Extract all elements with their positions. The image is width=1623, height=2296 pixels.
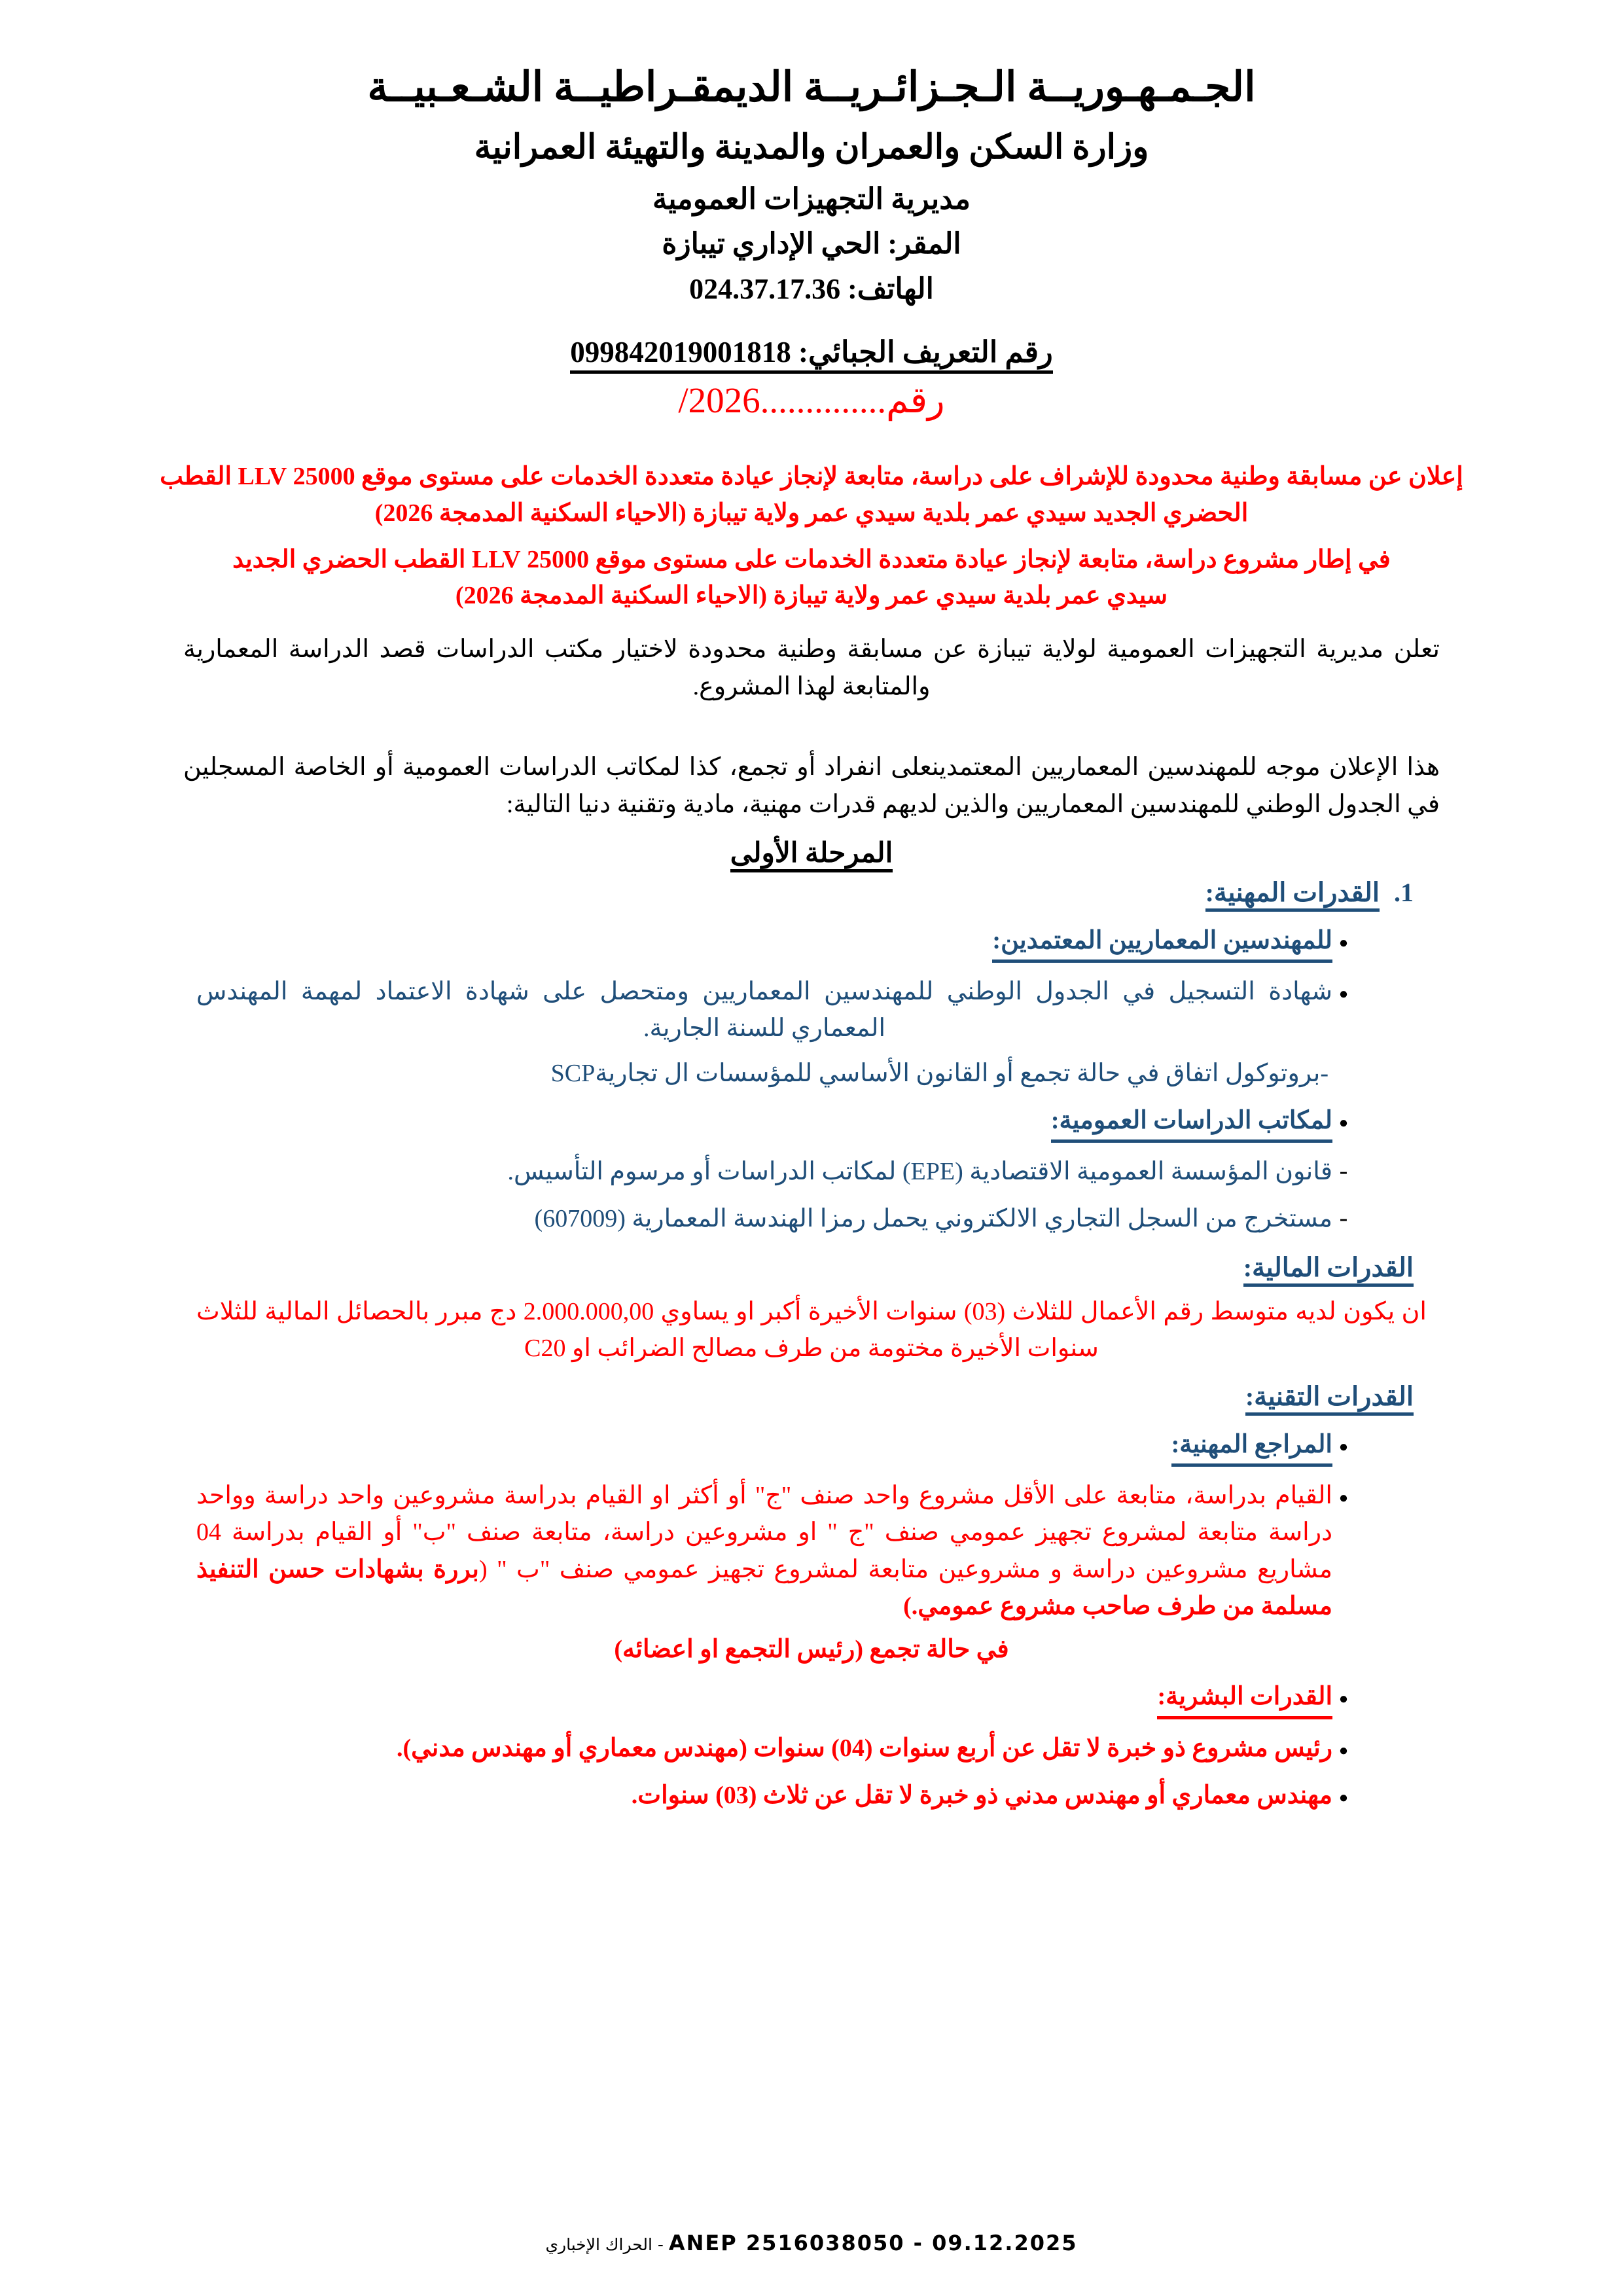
accredited-architects-item: شهادة التسجيل في الجدول الوطني للمهندسين المعماريين ومتحصل على شهادة الاعتماد لمهمة المهندس المعماري للسنة الجارية. xyxy=(196,978,1332,1043)
ref-year: /2026 xyxy=(678,380,760,421)
section-professional-title: القدرات المهنية: xyxy=(1205,877,1380,912)
section-human-heading xyxy=(196,1678,1332,1719)
list-item xyxy=(196,1477,1355,1624)
human-capacity-item: رئيس مشروع ذو خبرة لا تقل عن أربع سنوات (04) سنوات (مهندس معماري أو مهندس مدني). xyxy=(396,1734,1332,1762)
republic-heading: الجـمـهـوريــة الـجـزائـريــة الديمقـراطيــة الشـعـبيــة xyxy=(367,64,1256,110)
protocol-agreement-line: -بروتوكول اتفاق في حالة تجمع أو القانون الأساسي للمؤسسات ال تجاريةSCP xyxy=(550,1059,1329,1087)
footer-line xyxy=(545,2231,1077,2255)
phone-value: 024.37.17.36 xyxy=(689,272,841,305)
page-footer xyxy=(0,2231,1623,2255)
bullet-icon xyxy=(1332,973,1355,1009)
reference-number xyxy=(678,380,944,420)
accredited-architects-heading xyxy=(196,922,1332,963)
bullet-icon xyxy=(1332,1426,1355,1462)
stage-heading-text: المرحلة الأولى xyxy=(730,838,893,872)
section-professional-heading xyxy=(98,877,1414,912)
public-offices-heading-text: لمكاتب الدراسات العمومية: xyxy=(1051,1102,1332,1143)
public-offices-item: مستخرج من السجل التجاري الالكتروني يحمل رمزا الهندسة المعمارية (607009) xyxy=(534,1205,1332,1233)
technical-bullet-list xyxy=(196,1426,1355,1624)
professional-references-heading-text: المراجع المهنية: xyxy=(1171,1426,1332,1467)
section-technical-title-text: القدرات التقنية: xyxy=(1245,1381,1414,1416)
ref-dots: .............. xyxy=(760,380,887,421)
bullet-icon xyxy=(1332,1777,1355,1813)
bullet-icon xyxy=(1332,1678,1355,1714)
references-part-1: القيام بدراسة، متابعة على الأقل مشروع واحد صنف "ج" أو أكثر او القيام بدراسة مشروعين واحد دراسة وواحد دراسة متابعة لمشروع تجهيز عمومي صنف "ج " او مشروعين دراسة، متابعة صنف "ب" أو القيام بدراسة 04 مشاريع مشروعين دراسة و مشروعين متابعة لمشروع تجهيز عمومي صنف "ب " ( xyxy=(196,1482,1332,1583)
tax-id-underlined xyxy=(570,336,1052,374)
grouping-case-text: في حالة تجمع (رئيس التجمع او اعضائه) xyxy=(614,1636,1009,1664)
announcement-subtitle: في إطار مشروع دراسة، متابعة لإنجاز عيادة متعددة الخدمات على مستوى موقع 25000 LLV القطب الحضري الجديد سيدي عمر بلدية سيدي عمر ولاية تيبازة (الاحياء السكنية المدمجة 2026) xyxy=(232,545,1391,609)
list-item xyxy=(196,1153,1355,1190)
accredited-architects-heading-text: للمهندسين المعماريين المعتمدين: xyxy=(992,922,1332,963)
stage-heading xyxy=(98,836,1525,869)
ministry-heading: وزارة السكن والعمران والمدينة والتهيئة العمرانية xyxy=(474,128,1149,166)
address-line: المقر: الحي الإداري تيبازة xyxy=(662,228,961,260)
list-item xyxy=(196,973,1355,1047)
announcement-title: إعلان عن مسابقة وطنية محدودة للإشراف على دراسة، متابعة لإنجاز عيادة متعددة الخدمات على مستوى موقع 25000 LLV القطب الحضري الجديد سيدي عمر بلدية سيدي عمر ولاية تيبازة (الاحياء السكنية المدمجة 2026) xyxy=(160,463,1463,527)
section-financial-title-text: القدرات المالية: xyxy=(1243,1252,1414,1287)
human-capacities-list xyxy=(196,1678,1355,1814)
phone-label: الهاتف: xyxy=(847,272,934,305)
section-number: 1. xyxy=(1394,877,1414,907)
anep-reference: ANEP 2516038050 - 09.12.2025 xyxy=(668,2231,1078,2255)
bullet-icon xyxy=(1332,922,1355,958)
tax-id-label: رقم التعريف الجبائي: xyxy=(798,335,1053,368)
phone-line xyxy=(98,272,1525,307)
dash-bullet-icon xyxy=(1332,1200,1355,1236)
list-item xyxy=(196,1102,1355,1143)
list-item xyxy=(196,1730,1355,1767)
announcement-paragraph-1: تعلن مديرية التجهيزات العمومية لولاية تيبازة عن مسابقة وطنية محدودة لاختيار مكتب الدراسات قصد الدراسة المعمارية والمتابعة لهذا المشروع. xyxy=(183,635,1440,700)
list-item xyxy=(196,922,1355,963)
public-offices-item: قانون المؤسسة العمومية الاقتصادية (EPE) لمكاتب الدراسات أو مرسوم التأسيس. xyxy=(507,1158,1332,1186)
list-item xyxy=(196,1426,1355,1467)
bullet-icon xyxy=(1332,1730,1355,1766)
section-financial-title xyxy=(1243,1253,1414,1282)
public-offices-heading xyxy=(196,1102,1332,1143)
footer-source: - الحراك الإخباري xyxy=(545,2235,664,2254)
section-technical-heading xyxy=(98,1381,1414,1416)
section-financial-heading xyxy=(98,1252,1414,1287)
public-offices-bullet-list xyxy=(196,1102,1355,1238)
professional-references-heading xyxy=(196,1426,1332,1467)
dash-bullet-icon xyxy=(1332,1153,1355,1189)
section-technical-title xyxy=(1245,1382,1414,1411)
professional-bullet-list xyxy=(196,922,1355,1047)
section-human-heading-text: القدرات البشرية: xyxy=(1157,1678,1332,1719)
ref-prefix: رقم xyxy=(886,380,945,421)
bullet-icon xyxy=(1332,1102,1355,1138)
tax-id-value: 099842019001818 xyxy=(570,335,791,368)
bullet-icon xyxy=(1332,1477,1355,1513)
tax-id-row xyxy=(98,336,1525,374)
list-item xyxy=(196,1678,1355,1719)
reference-number-row xyxy=(98,379,1525,422)
directorate-heading: مديرية التجهيزات العمومية xyxy=(652,183,971,216)
announcement-paragraph-2: هذا الإعلان موجه للمهندسين المعماريين المعتمدينعلى انفراد أو تجمع، كذا لمكاتب الدراسات العمومية أو الخاصة المسجلين في الجدول الوطني للمهندسين المعماريين والذين لديهم قدرات مهنية، مادية وتقنية دنيا التالية: xyxy=(183,753,1440,818)
human-capacity-item: مهندس معماري أو مهندس مدني ذو خبرة لا تقل عن ثلاث (03) سنوات. xyxy=(631,1781,1332,1809)
list-item xyxy=(196,1200,1355,1237)
financial-capacity-text: ان يكون لديه متوسط رقم الأعمال للثلاث (03) سنوات الأخيرة أكبر او يساوي 2.000.000,00 دج مبرر بالحصائل المالية للثلاث سنوات الأخيرة مختومة من طرف مصالح الضرائب او C20 xyxy=(196,1297,1427,1362)
references-part-bold: بررة بشهادات حسن التنفيذ مسلمة من طرف صاحب مشروع عمومي.) xyxy=(196,1555,1332,1620)
professional-references-text xyxy=(196,1477,1332,1624)
list-item xyxy=(196,1777,1355,1814)
